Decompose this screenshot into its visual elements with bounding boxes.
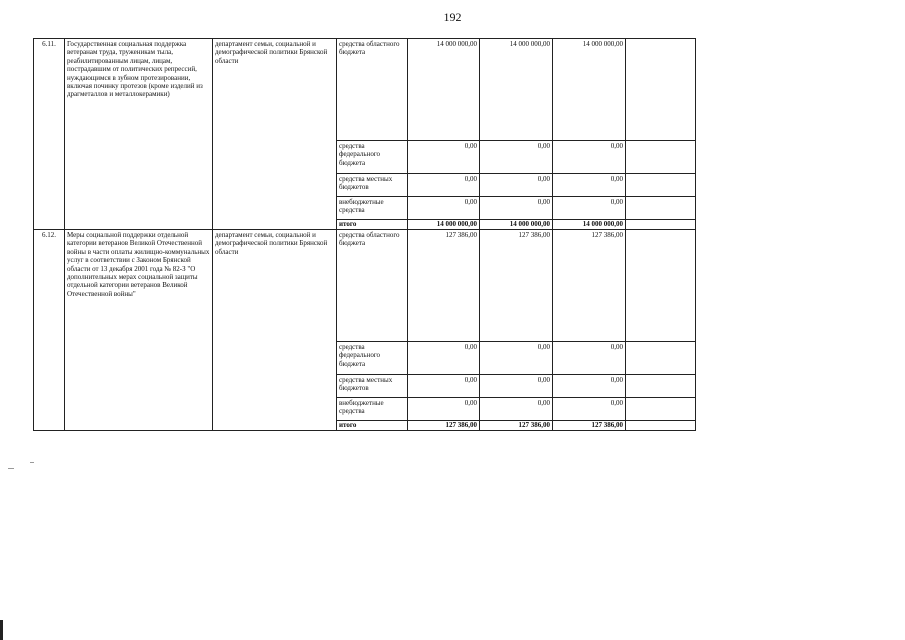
empty-cell [626,141,696,174]
total-amount: 127 386,00 [408,421,480,431]
empty-cell [626,398,696,421]
amount-cell: 127 386,00 [408,230,480,342]
amount-cell: 14 000 000,00 [480,39,553,141]
amount-cell: 0,00 [408,141,480,174]
funding-source-label: внебюджетные средства [337,398,408,421]
amount-cell: 14 000 000,00 [408,39,480,141]
amount-cell: 0,00 [408,174,480,197]
amount-cell: 127 386,00 [480,230,553,342]
funding-source-label: средства местных бюджетов [337,174,408,197]
scan-speck [8,468,14,469]
amount-cell: 0,00 [480,141,553,174]
amount-cell: 0,00 [480,375,553,398]
funding-source-label: средства областного бюджета [337,39,408,141]
amount-cell: 0,00 [553,342,626,375]
total-amount: 14 000 000,00 [553,220,626,230]
total-amount: 127 386,00 [553,421,626,431]
amount-cell: 0,00 [553,174,626,197]
amount-cell: 0,00 [553,375,626,398]
amount-cell: 0,00 [408,342,480,375]
amount-cell: 0,00 [408,375,480,398]
empty-cell [626,220,696,230]
budget-table [33,38,696,431]
empty-cell [626,174,696,197]
item-number: 6.12. [34,230,65,431]
scan-speck [30,462,34,463]
table-row [34,39,696,141]
empty-cell [626,342,696,375]
amount-cell: 0,00 [480,197,553,220]
table-row [34,230,696,342]
total-label: итого [337,220,408,230]
funding-source-label: средства областного бюджета [337,230,408,342]
amount-cell: 0,00 [480,174,553,197]
empty-cell [626,39,696,141]
measure-name: Меры социальной поддержки отдельной категории ветеранов Великой Отечественной войны в части оплаты жилищно-коммунальных услуг в соответствии с Законом Брянской области от 13 декабря 2001 года № 82-З "О дополнительных мерах социальной защиты отдельной категории ветеранов Великой Отечественной войны" [65,230,213,431]
total-label: итого [337,421,408,431]
empty-cell [626,421,696,431]
total-amount: 14 000 000,00 [408,220,480,230]
measure-name: Государственная социальная поддержка ветеранам труда, труженикам тыла, реабилитированным лицам, лицам, пострадавшим от политических репрессий, нуждающимся в зубном протезировании, включая починку протезов (кроме изделий из драгметаллов и металлокерамики) [65,39,213,230]
empty-cell [626,230,696,342]
executor: департамент семьи, социальной и демографической политики Брянской области [213,230,337,431]
executor: департамент семьи, социальной и демографической политики Брянской области [213,39,337,230]
total-amount: 14 000 000,00 [480,220,553,230]
item-number: 6.11. [34,39,65,230]
amount-cell: 0,00 [480,342,553,375]
amount-cell: 0,00 [408,197,480,220]
amount-cell: 0,00 [553,197,626,220]
amount-cell: 0,00 [408,398,480,421]
scan-edge-mark [0,620,3,640]
amount-cell: 0,00 [553,141,626,174]
page-number: 192 [443,10,462,24]
funding-source-label: внебюджетные средства [337,197,408,220]
amount-cell: 14 000 000,00 [553,39,626,141]
amount-cell: 127 386,00 [553,230,626,342]
total-amount: 127 386,00 [480,421,553,431]
funding-source-label: средства федерального бюджета [337,141,408,174]
amount-cell: 0,00 [480,398,553,421]
amount-cell: 0,00 [553,398,626,421]
funding-source-label: средства федерального бюджета [337,342,408,375]
empty-cell [626,197,696,220]
funding-source-label: средства местных бюджетов [337,375,408,398]
empty-cell [626,375,696,398]
